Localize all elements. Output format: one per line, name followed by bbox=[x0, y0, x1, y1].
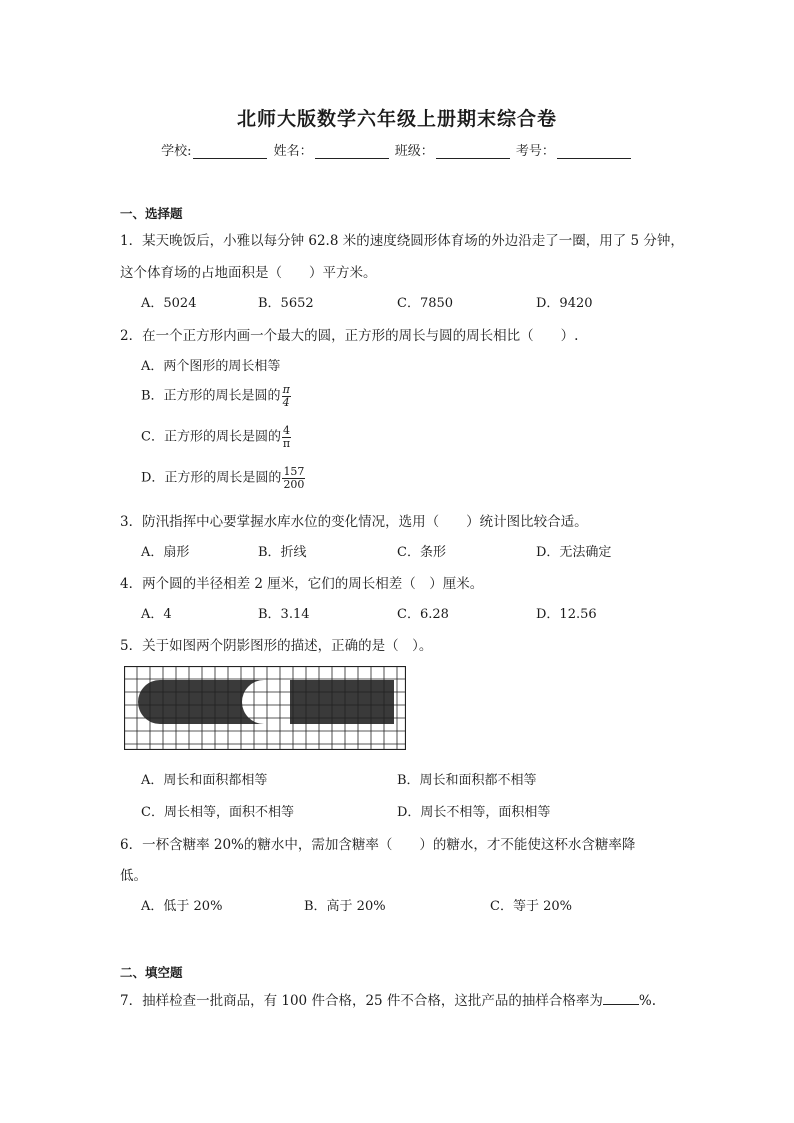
q2-option-b[interactable] bbox=[141, 384, 291, 408]
q1-stem-line1: 1．某天晚饭后，小雅以每分钟 62.8 米的速度绕圆形体育场的外边沿走了一圈，用了 5 分钟， bbox=[120, 233, 684, 249]
page-title: 北师大版数学六年级上册期末综合卷 bbox=[236, 108, 557, 130]
exam-no-label: 考号： bbox=[515, 144, 555, 159]
section-heading-fill: 二、填空题 bbox=[120, 965, 183, 980]
q1-option-c[interactable]: C．7850 bbox=[397, 296, 454, 311]
q2-option-c[interactable] bbox=[141, 425, 291, 449]
q4-stem: 4．两个圆的半径相差 2 厘米，它们的周长相差（ ）厘米。 bbox=[120, 576, 484, 592]
q2-stem: 2．在一个正方形内画一个最大的圆，正方形的周长与圆的周长相比（ ）. bbox=[120, 328, 579, 344]
q7-stem-tail: %. bbox=[638, 993, 657, 1009]
q4-option-c[interactable]: C．6.28 bbox=[397, 607, 449, 622]
fraction-denominator: 200 bbox=[283, 477, 305, 491]
q6-option-b[interactable]: B．高于 20% bbox=[304, 899, 386, 914]
fraction-numerator: 4 bbox=[282, 424, 290, 437]
q1-option-d[interactable]: D．9420 bbox=[536, 296, 593, 311]
school-label: 学校: bbox=[161, 144, 192, 159]
q6-stem-line2: 低。 bbox=[120, 868, 147, 884]
q2-option-b-text: B．正方形的周长是圆的 bbox=[141, 388, 281, 404]
q5-grid-figure bbox=[124, 666, 406, 750]
fraction-pi-over-4 bbox=[282, 384, 291, 408]
fraction-denominator: 4 bbox=[282, 395, 290, 409]
name-blank[interactable] bbox=[315, 144, 389, 159]
exam-no-blank[interactable] bbox=[557, 144, 631, 159]
q4-option-d[interactable]: D．12.56 bbox=[536, 607, 597, 622]
fraction-numerator: 157 bbox=[283, 465, 305, 478]
q4-option-b[interactable]: B．3.14 bbox=[258, 607, 310, 622]
q1-option-a[interactable]: A．5024 bbox=[141, 296, 197, 311]
class-label: 班级： bbox=[394, 144, 434, 159]
fraction-157-over-200 bbox=[282, 466, 305, 490]
q1-stem-line2: 这个体育场的占地面积是（ ）平方米。 bbox=[120, 265, 377, 281]
school-blank[interactable] bbox=[193, 144, 267, 159]
q7-stem-text: 7．抽样检查一批商品，有 100 件合格，25 件不合格，这批产品的抽样合格率为 bbox=[120, 993, 603, 1009]
q5-option-c[interactable]: C．周长相等，面积不相等 bbox=[141, 805, 294, 820]
q6-option-c[interactable]: C．等于 20% bbox=[490, 899, 572, 914]
q2-option-c-text: C．正方形的周长是圆的 bbox=[141, 429, 281, 445]
section-heading-choice: 一、选择题 bbox=[120, 206, 183, 221]
q3-option-d[interactable]: D．无法确定 bbox=[536, 545, 612, 560]
q5-option-b[interactable]: B．周长和面积都不相等 bbox=[397, 773, 537, 788]
q3-option-a[interactable]: A．扇形 bbox=[141, 545, 190, 560]
q6-option-a[interactable]: A．低于 20% bbox=[141, 899, 223, 914]
q3-option-b[interactable]: B．折线 bbox=[258, 545, 307, 560]
q7-stem bbox=[120, 989, 656, 1009]
q7-answer-blank[interactable] bbox=[603, 992, 639, 1005]
class-blank[interactable] bbox=[436, 144, 510, 159]
q6-stem-line1: 6．一杯含糖率 20%的糖水中，需加含糖率（ ）的糖水，才不能使这杯水含糖率降 bbox=[120, 837, 636, 853]
q2-option-a[interactable]: A．两个图形的周长相等 bbox=[141, 359, 281, 374]
q3-option-c[interactable]: C．条形 bbox=[397, 545, 446, 560]
q5-option-d[interactable]: D．周长不相等，面积相等 bbox=[397, 805, 551, 820]
q3-stem: 3．防汛指挥中心要掌握水库水位的变化情况，选用（ ）统计图比较合适。 bbox=[120, 514, 588, 530]
student-info-line bbox=[0, 140, 794, 159]
q5-option-a[interactable]: A．周长和面积都相等 bbox=[141, 773, 268, 788]
q2-option-d[interactable] bbox=[141, 466, 305, 490]
q5-stem: 5．关于如图两个阴影图形的描述，正确的是（ ）。 bbox=[120, 638, 433, 654]
q1-option-b[interactable]: B．5652 bbox=[258, 296, 314, 311]
q2-option-d-text: D．正方形的周长是圆的 bbox=[141, 470, 282, 486]
fraction-denominator: π bbox=[282, 436, 291, 450]
name-label: 姓名： bbox=[273, 144, 313, 159]
q4-option-a[interactable]: A．4 bbox=[141, 607, 172, 622]
fraction-numerator: π bbox=[282, 383, 290, 396]
fraction-4-over-pi bbox=[282, 425, 291, 449]
